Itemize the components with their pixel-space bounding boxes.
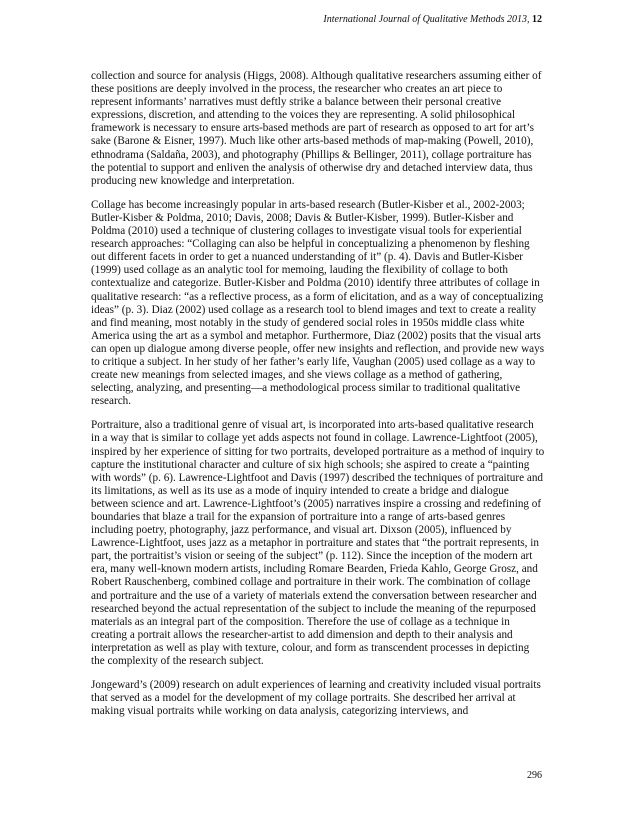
body-text [91, 70, 545, 729]
paragraph-2: Collage has become increasingly popular in arts-based research (Butler-Kisber et al., 2002-2003; Butler-Kisber & Poldma, 2010; Davis, 2008; Davis & Butler-Kisber, 1999). Butler-Kisber and Poldma (2010) used a technique of clustering collages to investigate visual tools for experiential research approaches: “Collaging can also be helpful in conceptualizing a phenomenon by fleshing out different facets in order to get a nuanced understanding of it” (p. 4). Davis and Butler-Kisber (1999) used collage as an analytic tool for memoing, lauding the flexibility of collage to both contextualize and categorize. Butler-Kisber and Poldma (2010) identify three attributes of collage in qualitative research: “as a reflective process, as a form of elicitation, and as a way of conceptualizing ideas” (p. 3). Diaz (2002) used collage as a research tool to blend images and text to create a reality and find meaning, most notably in the study of gendered social roles in 1950s middle class white America using the art as a symbol and metaphor. Furthermore, Diaz (2002) posits that the visual arts can open up dialogue among diverse people, offer new insights and reflection, and provide new ways to critique a subject. In her study of her father’s early life, Vaughan (2005) used collage as a way to create new meanings from selected images, and she views collage as a method of gathering, selecting, analyzing, and presenting—a methodological process similar to traditional qualitative research. [91, 198, 545, 408]
volume-number: 12 [532, 14, 542, 25]
paragraph-1: collection and source for analysis (Higgs, 2008). Although qualitative researchers assuming either of these positions are deeply involved in the process, the researcher who creates an art piece to represent informants’ narratives must deftly strike a balance between their personal creative expressions, discretion, and attending to the voices they are representing. A solid philosophical framework is necessary to ensure arts-based methods are part of research as opposed to art for art’s sake (Barone & Eisner, 1997). Much like other arts-based methods of map-making (Powell, 2010), ethnodrama (Saldaña, 2003), and photography (Phillips & Bellinger, 2011), collage portraiture has the potential to support and enliven the analysis of otherwise dry and detached interview data, thus producing new knowledge and interpretation. [91, 70, 542, 187]
paragraph-4: Jongeward’s (2009) research on adult experiences of learning and creativity included visual portraits that served as a model for the development of my collage portraits. She described her arrival at making visual portraits while working on data analysis, categorizing interviews, and [91, 679, 541, 718]
running-head [323, 14, 542, 26]
journal-citation: International Journal of Qualitative Methods 2013, [323, 14, 530, 25]
page-number: 296 [527, 770, 542, 781]
paragraph-3: Portraiture, also a traditional genre of visual art, is incorporated into arts-based qualitative research in a way that is similar to collage yet adds aspects not found in collage. Lawrence-Lightfoot (2005), inspired by her experience of sitting for two portraits, developed portraiture as a method of inquiry to capture the institutional character and culture of six high schools; she aspired to create a “painting with words” (p. 6). Lawrence-Lightfoot and Davis (1997) described the techniques of portraiture and its limitations, as well as its use as a mode of inquiry intended to create a bridge and dialogue between science and art. Lawrence-Lightfoot’s (2005) narratives inspire a crossing and redefining of boundaries that blaze a trail for the expansion of portraiture into a range of arts-based genres including poetry, photography, jazz performance, and visual art. Dixson (2005), influenced by Lawrence-Lightfoot, uses jazz as a metaphor in portraiture and states that “the portrait represents, in part, the portraitist’s vision or seeing of the subject” (p. 112). Since the inception of the modern art era, many well-known modern artists, including Romare Bearden, Frieda Kahlo, George Grosz, and Robert Rauschenberg, combined collage and portraiture in their work. The combination of collage and portraiture and the use of a variety of materials extend the conversation between researcher and researched beyond the actual representation of the subject to include the meaning of the repurposed materials as an integral part of the composition. Therefore the use of collage as a technique in creating a portrait allows the researcher-artist to add dimension and depth to their analysis and interpretation as well as play with texture, colour, and form as transcendent processes in depicting the complexity of the research subject. [91, 419, 545, 668]
